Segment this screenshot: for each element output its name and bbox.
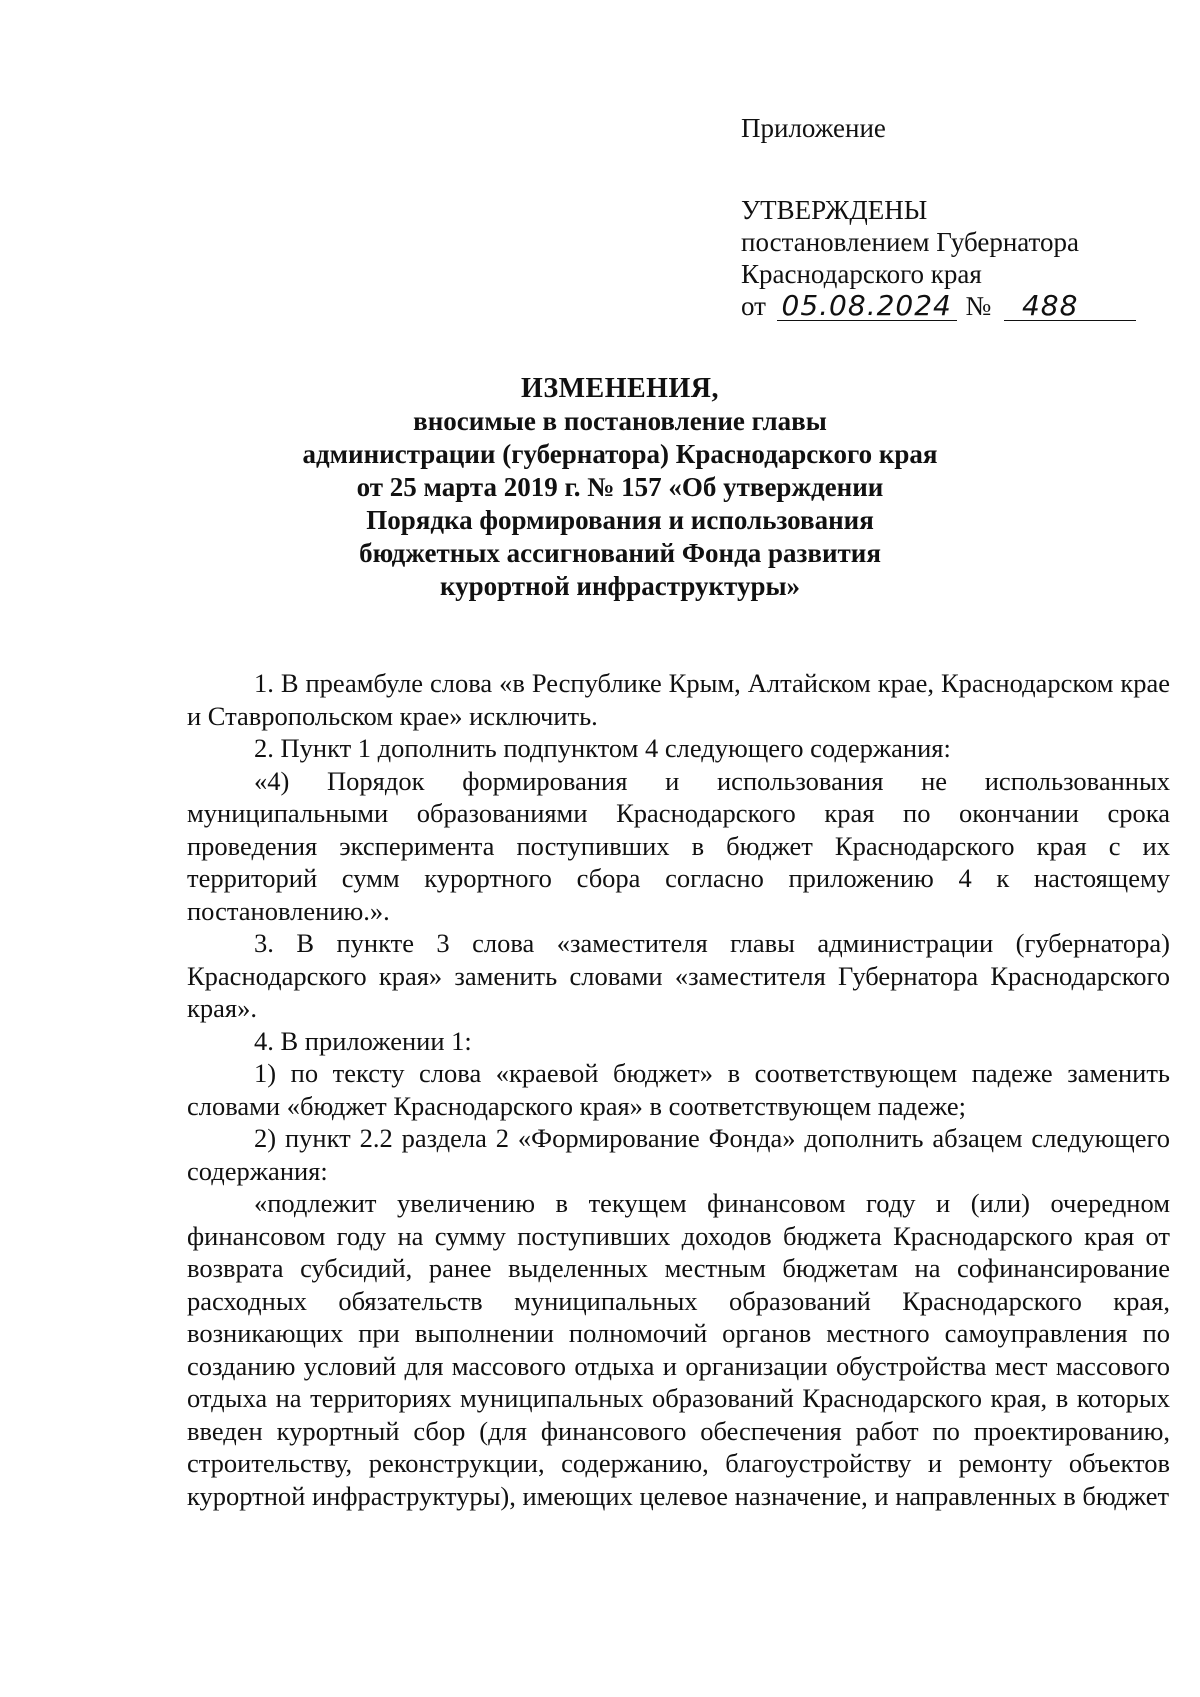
paragraph-7: 2) пункт 2.2 раздела 2 «Формирование Фонда» дополнить абзацем следующего содержания: — [187, 1123, 1170, 1186]
title-line-2: вносимые в постановление главы — [413, 406, 827, 436]
paragraph-1: 1. В преамбуле слова «в Республике Крым, Алтайском крае, Краснодарском крае и Ставропольском крае» исключить. — [187, 668, 1170, 731]
document-body — [187, 667, 1170, 1512]
paragraph-3: «4) Порядок формирования и использования не использованных муниципальными образованиями Краснодарского края по окончании срока проведения эксперимента поступивших в бюджет Краснодарского края с их территорий сумм курортного сбора согласно приложению 4 к настоящему постановлению.». — [187, 765, 1170, 926]
paragraph-6: 1) по тексту слова «краевой бюджет» в соответствующем падеже заменить словами «бюджет Краснодарского края» в соответствующем падеже; — [187, 1058, 1170, 1121]
title-line-1: ИЗМЕНЕНИЯ, — [521, 373, 719, 404]
paragraph-2: 2. Пункт 1 дополнить подпунктом 4 следующего содержания: — [254, 733, 951, 763]
title-line-6: бюджетных ассигнований Фонда развития — [359, 538, 881, 568]
title-line-3: администрации (губернатора) Краснодарского края — [302, 439, 938, 469]
approved-by-line-2: Краснодарского края — [741, 259, 982, 289]
paragraph-5: 4. В приложении 1: — [254, 1025, 472, 1056]
title-line-5: Порядка формирования и использования — [366, 505, 874, 535]
approved-by-line-1: постановлением Губернатора — [741, 227, 1079, 257]
paragraph-4: 3. В пункте 3 слова «заместителя главы администрации (губернатора) Краснодарского края» заменить словами «заместителя Губернатора Краснодарского края». — [187, 928, 1170, 1023]
title-line-7: курортной инфраструктуры» — [439, 571, 801, 601]
appendix-label: Приложение — [741, 113, 886, 143]
handwritten-number: 488 — [1004, 292, 1136, 321]
approval-date-line — [741, 290, 1141, 322]
number-sign: № — [965, 291, 992, 321]
date-prefix: от — [741, 291, 766, 321]
approval-block — [741, 112, 1141, 322]
paragraph-8: «подлежит увеличению в текущем финансовом году и (или) очередном финансовом году на сумму поступивших доходов бюджета Краснодарского края от возврата субсидий, ранее выделенных местным бюджетам на софинансирование расходных обязательств муниципальных образований Краснодарского края, возникающих при выполнении полномочий органов местного самоуправления по созданию условий для массового отдыха и организации обустройства мест массового отдыха на территориях муниципальных образований Краснодарского края, в которых введен курортный сбор (для финансового обеспечения работ по проектированию, строительству, реконструкции, содержанию, благоустройству и ремонту объектов курортной инфраструктуры), имеющих целевое назначение, и направленных в бюджет — [187, 1188, 1170, 1511]
handwritten-date: 05.08.2024 — [777, 292, 957, 321]
approved-label: УТВЕРЖДЕНЫ — [741, 195, 928, 225]
title-line-4: от 25 марта 2019 г. № 157 «Об утверждении — [356, 472, 884, 502]
document-title — [300, 372, 940, 603]
